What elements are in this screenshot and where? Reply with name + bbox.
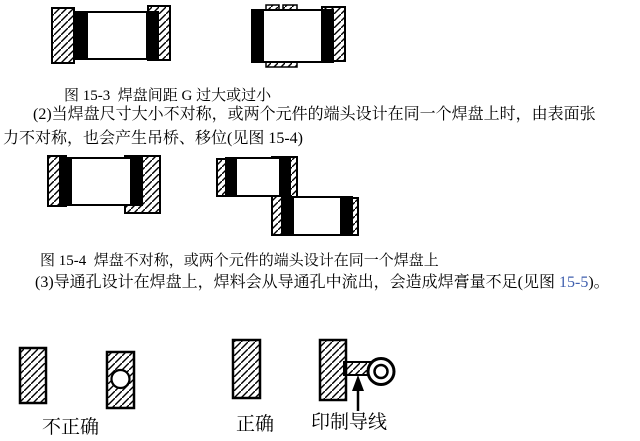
via-in-pad-correct-diagram bbox=[233, 340, 394, 411]
component-body bbox=[60, 158, 142, 205]
component-body bbox=[76, 12, 158, 59]
component-termination bbox=[146, 12, 158, 59]
component-body bbox=[252, 10, 333, 62]
via-hole-icon bbox=[375, 365, 388, 378]
component-termination bbox=[130, 158, 142, 205]
pad-icon bbox=[233, 340, 260, 398]
figure-15-5-ref[interactable]: 15-5 bbox=[559, 274, 589, 291]
via-hole-icon bbox=[112, 370, 130, 388]
asymmetric-pads-diagram bbox=[48, 156, 160, 213]
shared-pad-diagram bbox=[217, 157, 358, 235]
figure-15-3-diagrams bbox=[40, 0, 360, 72]
component-termination bbox=[340, 197, 352, 235]
pad-icon bbox=[20, 348, 46, 403]
component-termination bbox=[321, 10, 333, 62]
label-incorrect: 不正确 bbox=[42, 417, 100, 438]
paragraph-2 bbox=[3, 103, 596, 151]
figure-15-3-caption: 图 15-3 焊盘间距 G 过大或过小 bbox=[64, 88, 272, 104]
paragraph-3 bbox=[35, 271, 610, 295]
arrow-up-icon bbox=[352, 375, 364, 391]
pad-gap-too-small-diagram bbox=[252, 5, 345, 67]
component-termination bbox=[279, 158, 290, 196]
via-in-pad-incorrect-diagram bbox=[20, 348, 134, 408]
component-termination bbox=[252, 10, 264, 62]
component-termination bbox=[76, 12, 88, 59]
paragraph-2-line-1: (2)当焊盘尺寸大小不对称，或两个元件的端头设计在同一个焊盘上时，由表面张 bbox=[33, 106, 596, 123]
component-termination bbox=[226, 158, 237, 196]
figure-15-4-caption: 图 15-4 焊盘不对称，或两个元件的端头设计在同一个焊盘上 bbox=[40, 253, 439, 269]
paragraph-3-suffix: )。 bbox=[588, 274, 610, 291]
paragraph-2-line-2: 力不对称，也会产生吊桥、移位(见图 15-4) bbox=[3, 130, 303, 147]
paragraph-3-text: (3)导通孔设计在焊盘上，焊料会从导通孔中流出，会造成焊膏量不足(见图 bbox=[35, 274, 559, 291]
label-correct: 正确 bbox=[236, 414, 275, 435]
component-termination bbox=[60, 158, 72, 205]
figure-15-5-diagrams bbox=[10, 335, 430, 415]
pad-gap-too-large-diagram bbox=[52, 6, 170, 63]
figure-15-4-diagrams bbox=[40, 153, 360, 238]
label-printed-trace: 印制导线 bbox=[311, 412, 388, 433]
pad-icon bbox=[52, 8, 74, 63]
pad-icon bbox=[320, 340, 346, 400]
component-termination bbox=[282, 197, 294, 235]
